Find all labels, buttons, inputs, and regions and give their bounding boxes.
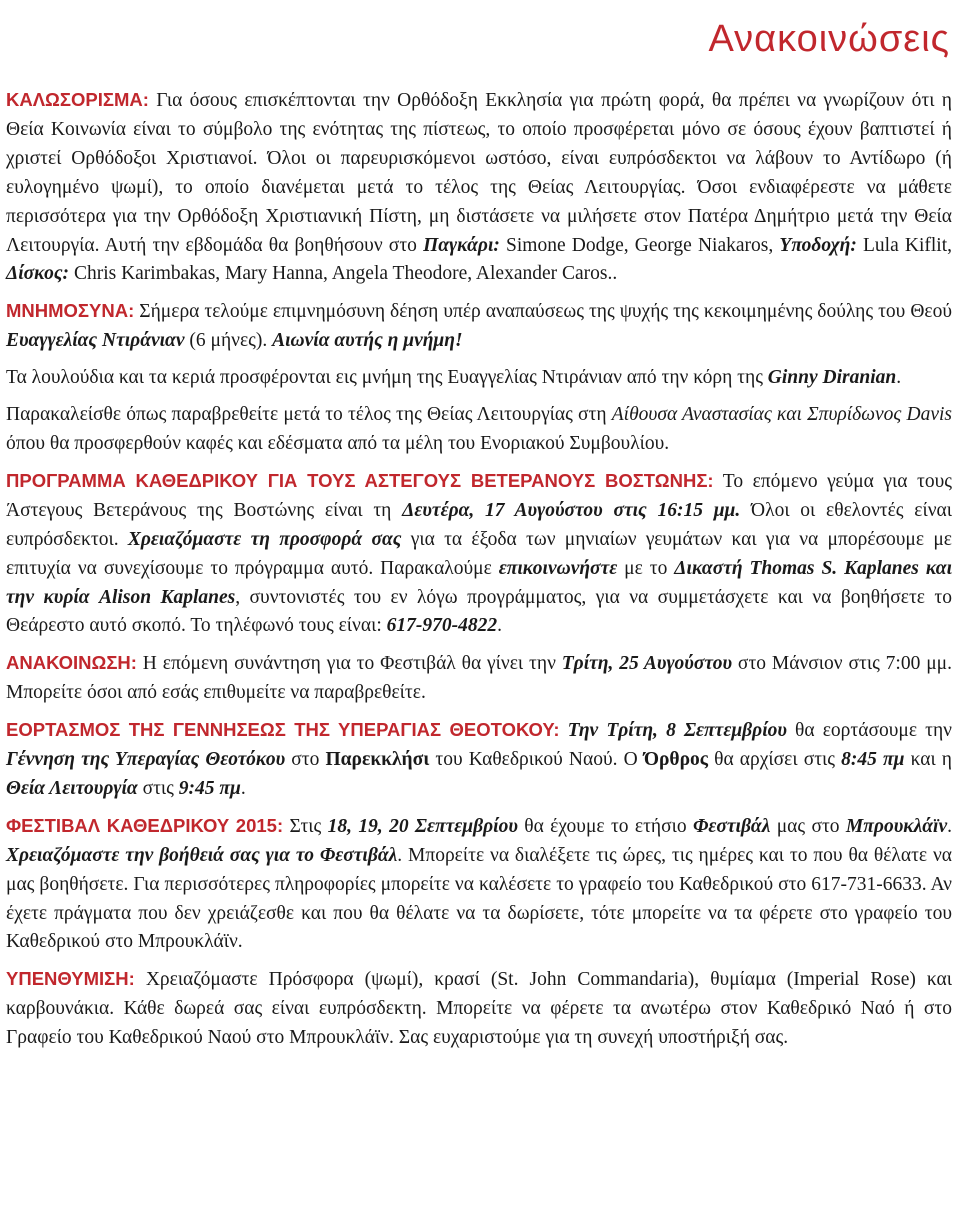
program-date: Δευτέρα, 17 Αυγούστου στις 16:15 μμ. — [402, 499, 741, 521]
pangari-label: Παγκάρι: — [423, 234, 500, 256]
festival-dates: 18, 19, 20 Σεπτεμβρίου — [327, 815, 518, 837]
festival-paragraph — [6, 812, 952, 958]
announcement-heading: ΑΝΑΚΟΙΝΩΣΗ: — [6, 652, 137, 674]
flowers-donor: Ginny Diranian — [767, 367, 897, 389]
program-need: Χρειαζόμαστε τη προσφορά σας — [127, 528, 402, 550]
feast-name: Γέννηση της Υπεραγίας Θεοτόκου — [6, 749, 286, 771]
feast-end: . — [240, 777, 246, 799]
program-text-4: με το — [617, 557, 675, 579]
coffee-hall: Αίθουσα Αναστασίας και Σπυρίδωνος Davis — [611, 404, 952, 426]
feast-paragraph — [6, 716, 952, 804]
feast-liturgy-time: 9:45 πμ — [178, 777, 241, 799]
feast-text-4: θα αρχίσει στις — [708, 749, 842, 771]
page-title: Ανακοινώσεις — [708, 18, 950, 60]
feast-liturgy: Θεία Λειτουργία — [6, 777, 138, 799]
memorial-text: Σήμερα τελούμε επιμνημόσυνη δέηση υπέρ αναπαύσεως της ψυχής της κεκοιμημένης δούλης του Θεού — [134, 301, 952, 323]
memorial-heading: ΜΝΗΜΟΣΥΝΑ: — [6, 300, 135, 322]
welcome-paragraph — [6, 86, 952, 289]
festival-text-4: . — [947, 815, 952, 837]
welcome-text: Για όσους επισκέπτονται την Ορθόδοξη Εκκλησία για πρώτη φορά, θα πρέπει να γνωρίζουν ότι η Θεία Κοινωνία είναι το σύμβολο της ενότητας της πίστεως, το οποίο προσφέρεται μόνο σε όσους έχουν βαπτιστεί ή χριστεί Ορθόδοξοι Χριστιανοί. Όλοι οι παρευρισκόμενοι ωστόσο, είναι ευπρόσδεκτοι να λάβουν το Αντίδωρο (ή ευλογημένο ψωμί), το οποίο διανέμεται μετά το τέλος της Θείας Λειτουργίας. Όσοι ενδιαφέρεστε να μάθετε περισσότερα για την Ορθόδοξη Χριστιανική Πίστη, μη διστάσετε να μιλήσετε στον Πατέρα Δημήτριο μετά την Θεία Λειτουργία. Αυτή την εβδομάδα θα βοηθήσουν στο — [6, 90, 952, 256]
diskos-names: Chris Karimbakas, Mary Hanna, Angela Theodore, Alexander Caros.. — [69, 263, 618, 285]
feast-chapel: Παρεκκλήσι — [325, 749, 430, 771]
memorial-paragraph — [6, 297, 952, 356]
reminder-paragraph — [6, 965, 952, 1053]
announcement-text: Η επόμενη συνάντηση για το Φεστιβάλ θα γίνει την — [136, 653, 562, 675]
pangari-names: Simone Dodge, George Niakaros, — [499, 234, 780, 256]
announcement-paragraph — [6, 649, 952, 708]
announcement-text-end: στο Μάνσιον στις 7:00 μμ. Μπορείτε όσοι από εσάς επιθυμείτε να παραβρεθείτε. — [6, 653, 952, 704]
welcome-heading: ΚΑΛΩΣΟΡΙΣΜΑ: — [6, 89, 149, 110]
feast-space — [560, 720, 568, 741]
festival-help: Χρειαζόμαστε την βοήθειά σας για το Φεστιβάλ — [6, 844, 398, 866]
feast-date: Την Τρίτη, 8 Σεπτεμβρίου — [567, 720, 787, 742]
coffee-text-end: όπου θα προσφερθούν καφές και εδέσματα από τα μέλη του Ενοριακού Συμβουλίου. — [6, 432, 670, 454]
coffee-paragraph — [6, 401, 952, 459]
festival-text-2: θα έχουμε το ετήσιο — [517, 815, 693, 837]
ypodoxi-names: Lula Kiflit, — [856, 234, 953, 256]
memorial-name: Ευαγγελίας Ντιράνιαν — [6, 330, 185, 352]
feast-orthros-time: 8:45 πμ — [841, 749, 905, 771]
festival-text: Στις — [283, 815, 328, 837]
reminder-text: Χρειαζόμαστε Πρόσφορα (ψωμί), κρασί (St. John Commandaria), θυμίαμα (Imperial Rose) και καρβουνάκια. Κάθε δωρεά σας είναι ευπρόσδεκτη. Μπορείτε να φέρετε τα ανωτέρω στον Καθεδρικό Ναό ή στο Γραφείο του Καθεδρικού Ναού στο Μπρουκλάϊν. Σας ευχαριστούμε για τη συνεχή υποστήριξή σας. — [6, 969, 952, 1049]
feast-text-6: στις — [137, 777, 179, 799]
program-end: . — [497, 615, 502, 637]
program-text-2: Όλοι οι εθελοντές είναι ευπρόσδεκτοι. — [6, 499, 952, 550]
program-text: Το επόμενο γεύμα για τους Άστεγους Βετεράνους της Βοστώνης είναι τη — [6, 470, 952, 521]
feast-text-3: του Καθεδρικού Ναού. Ο — [429, 749, 644, 771]
announcement-date: Τρίτη, 25 Αυγούστου — [561, 653, 733, 675]
festival-word: Φεστιβάλ — [692, 815, 771, 837]
reminder-heading: ΥΠΕΝΘΥΜΙΣΗ: — [6, 968, 135, 990]
coffee-text: Παρακαλείσθε όπως παραβρεθείτε μετά το τέλος της Θείας Λειτουργίας στη — [6, 404, 612, 426]
feast-orthros: Όρθρος — [643, 749, 709, 771]
program-paragraph — [6, 467, 952, 641]
festival-heading: ΦΕΣΤΙΒΑΛ ΚΑΘΕΔΡΙΚΟΥ 2015: — [6, 814, 284, 836]
festival-text-end: . Μπορείτε να διαλέξετε τις ώρες, τις ημέρες και το που θα θέλατε να μας βοηθήσετε. Για περισσότερες πληροφορίες μπορείτε να καλέσετε το γραφείο του Καθεδρικού στο 617-731-6633. Αν έχετε πράγματα που δεν χρειάζεσθε και που θα θέλατε να τα δωρίσετε, τότε μπορείτε να τα φέρετε στο γραφείο του Καθεδρικού στο Μπρουκλάϊν. — [6, 844, 953, 953]
festival-place: Μπρουκλάϊν — [845, 815, 948, 837]
feast-text-2: στο — [285, 749, 326, 771]
program-coordinators: Δικαστή Thomas S. Kaplanes και την κυρία Alison Kaplanes — [6, 557, 953, 608]
memorial-blessing: Αιωνία αυτής η μνήμη! — [272, 330, 463, 352]
diskos-label: Δίσκος: — [6, 263, 70, 285]
flowers-text: Τα λουλούδια και τα κεριά προσφέρονται εις μνήμη της Ευαγγελίας Ντιράνιαν από την κόρη της — [6, 367, 768, 389]
feast-text-5: και η — [904, 749, 953, 771]
program-text-5: , συντονιστές του εν λόγω προγράμματος, για να συμμετάσχετε και να βοηθήσετε το Θεάρεστο αυτό σκοπό. Το τηλέφωνό τους είναι: — [6, 586, 952, 637]
program-contact: επικοινωνήστε — [498, 557, 618, 579]
program-text-3: για τα έξοδα των μηνιαίων γευμάτων και για να μπορέσουμε με επιτυχία να συνεχίσουμε το πρόγραμμα αυτό. Παρακαλούμε — [6, 528, 952, 579]
ypodoxi-label: Υποδοχή: — [779, 234, 857, 256]
memorial-duration: (6 μήνες). — [184, 330, 273, 352]
program-heading: ΠΡΟΓΡΑΜΜΑ ΚΑΘΕΔΡΙΚΟΥ ΓΙΑ ΤΟΥΣ ΑΣΤΕΓΟΥΣ ΒΕΤΕΡΑΝΟΥΣ ΒΟΣΤΩΝΗΣ: — [6, 469, 714, 491]
program-phone: 617-970-4822 — [386, 615, 498, 637]
feast-text: θα εορτάσουμε την — [786, 720, 952, 742]
flowers-end: . — [896, 367, 902, 389]
feast-heading: ΕΟΡΤΑΣΜΟΣ ΤΗΣ ΓΕΝΝΗΣΕΩΣ ΤΗΣ ΥΠΕΡΑΓΙΑΣ ΘΕΟΤΟΚΟΥ: — [6, 719, 560, 741]
festival-text-3: μας στο — [770, 815, 846, 837]
flowers-paragraph — [6, 364, 952, 393]
